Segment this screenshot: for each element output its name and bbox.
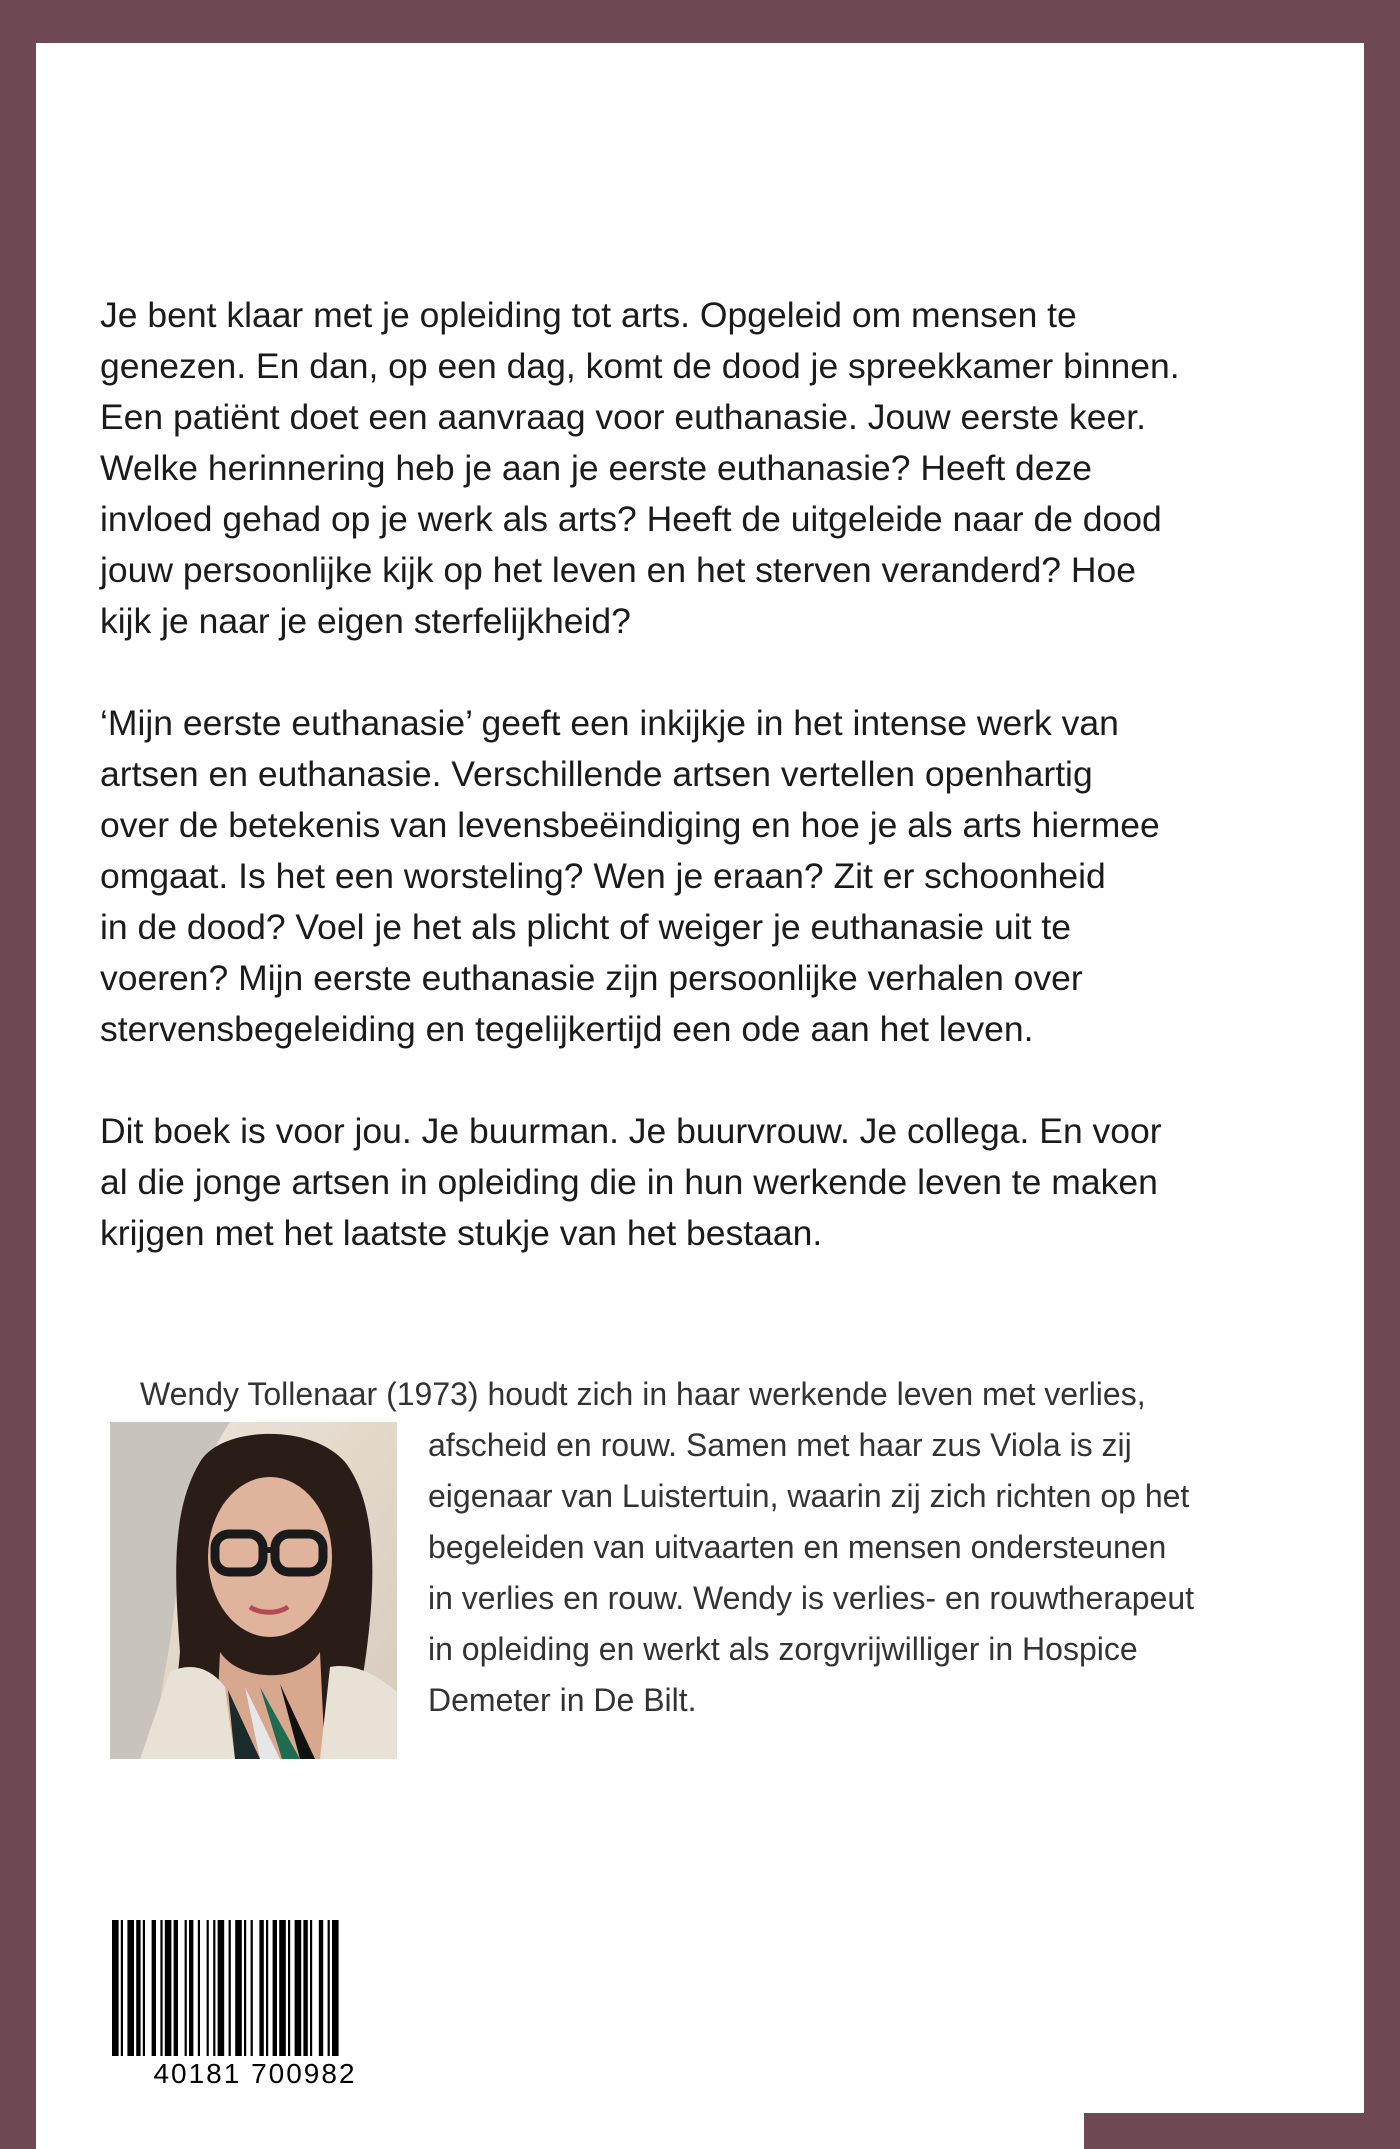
- barcode-bar: [310, 1920, 312, 2056]
- barcode-bar: [174, 1920, 178, 2056]
- blurb-line: ‘Mijn eerste euthanasie’ geeft een inkijkje in het intense werk van: [100, 703, 1119, 743]
- barcode-bar: [273, 1920, 277, 2056]
- author-photo: [110, 1422, 397, 1759]
- author-bio-line: Demeter in De Bilt.: [428, 1682, 697, 1718]
- blurb-line: krijgen met het laatste stukje van het bestaan.: [100, 1213, 823, 1253]
- barcode-bar: [127, 1920, 134, 2056]
- blurb-line: al die jonge artsen in opleiding die in hun werkende leven te maken: [100, 1162, 1158, 1202]
- barcode-bar: [244, 1920, 246, 2056]
- barcode-bar: [213, 1920, 215, 2056]
- barcode-bar: [288, 1920, 290, 2056]
- barcode-bar: [266, 1920, 268, 2056]
- author-bio: [428, 1420, 1194, 1726]
- barcode-bar: [136, 1920, 140, 2056]
- barcode-bar: [185, 1920, 187, 2056]
- barcode-bar: [207, 1920, 209, 2056]
- barcode-bar: [152, 1920, 156, 2056]
- blurb-line: kijk je naar je eigen sterfelijkheid?: [100, 601, 631, 641]
- barcode-bar: [143, 1920, 145, 2056]
- author-bio-first-line: Wendy Tollenaar (1973) houdt zich in haar werkende leven met verlies,: [140, 1376, 1146, 1412]
- frame-bottom-band: [1084, 2113, 1400, 2149]
- blurb-line: omgaat. Is het een worsteling? Wen je eraan? Zit er schoonheid: [100, 856, 1106, 896]
- barcode-bar: [295, 1920, 302, 2056]
- author-bio-line: in verlies en rouw. Wendy is verlies- en rouwtherapeut: [428, 1580, 1194, 1616]
- blurb-line: Je bent klaar met je opleiding tot arts. Opgeleid om mensen te: [100, 295, 1077, 335]
- barcode-bar: [229, 1920, 231, 2056]
- blurb-paragraph-1: [100, 290, 1310, 647]
- author-bio-line: eigenaar van Luistertuin, waarin zij zich richten op het: [428, 1478, 1190, 1514]
- blurb-paragraph-3: [100, 1106, 1310, 1259]
- barcode-bar: [319, 1920, 323, 2056]
- blurb-line: genezen. En dan, op een dag, komt de dood je spreekkamer binnen.: [100, 346, 1180, 386]
- blurb-line: in de dood? Voel je het als plicht of weiger je euthanasie uit te: [100, 907, 1071, 947]
- blurb-line: Een patiënt doet een aanvraag voor euthanasie. Jouw eerste keer.: [100, 397, 1147, 437]
- barcode-bar: [218, 1920, 225, 2056]
- blurb-line: voeren? Mijn eerste euthanasie zijn persoonlijke verhalen over: [100, 958, 1083, 998]
- barcode-bar: [279, 1920, 286, 2056]
- cover-blurb: [100, 290, 1310, 1310]
- blurb-line: jouw persoonlijke kijk op het leven en het sterven veranderd? Hoe: [100, 550, 1137, 590]
- blurb-line: over de betekenis van levensbeëindiging en hoe je als arts hiermee: [100, 805, 1160, 845]
- barcode-bar: [303, 1920, 307, 2056]
- author-bio-line: begeleiden van uitvaarten en mensen ondersteunen: [428, 1529, 1167, 1565]
- barcode-bar: [235, 1920, 242, 2056]
- blurb-line: stervensbegeleiding en tegelijkertijd een ode aan het leven.: [100, 1009, 1034, 1049]
- barcode-bar: [165, 1920, 172, 2056]
- blurb-line: artsen en euthanasie. Verschillende artsen vertellen openhartig: [100, 754, 1093, 794]
- blurb-paragraph-2: [100, 698, 1310, 1055]
- barcode-bar: [332, 1920, 339, 2056]
- blurb-line: invloed gehad op je werk als arts? Heeft de uitgeleide naar de dood: [100, 499, 1162, 539]
- blurb-line: Dit boek is voor jou. Je buurman. Je buurvrouw. Je collega. En voor: [100, 1111, 1162, 1151]
- barcode-bar: [259, 1920, 263, 2056]
- blurb-line: Welke herinnering heb je aan je eerste euthanasie? Heeft deze: [100, 448, 1093, 488]
- barcode-bar: [328, 1920, 330, 2056]
- author-bio-line: in opleiding en werkt als zorgvrijwilliger in Hospice: [428, 1631, 1138, 1667]
- barcode-bar: [189, 1920, 193, 2056]
- barcode-bar: [251, 1920, 253, 2056]
- barcode-number: 40181 700982: [153, 2058, 357, 2089]
- barcode-bar: [112, 1920, 119, 2056]
- barcode-bar: [160, 1920, 162, 2056]
- barcode-bar: [121, 1920, 123, 2056]
- barcode: [110, 1920, 400, 2100]
- author-bio-line: afscheid en rouw. Samen met haar zus Viola is zij: [428, 1427, 1132, 1463]
- barcode-bar: [198, 1920, 200, 2056]
